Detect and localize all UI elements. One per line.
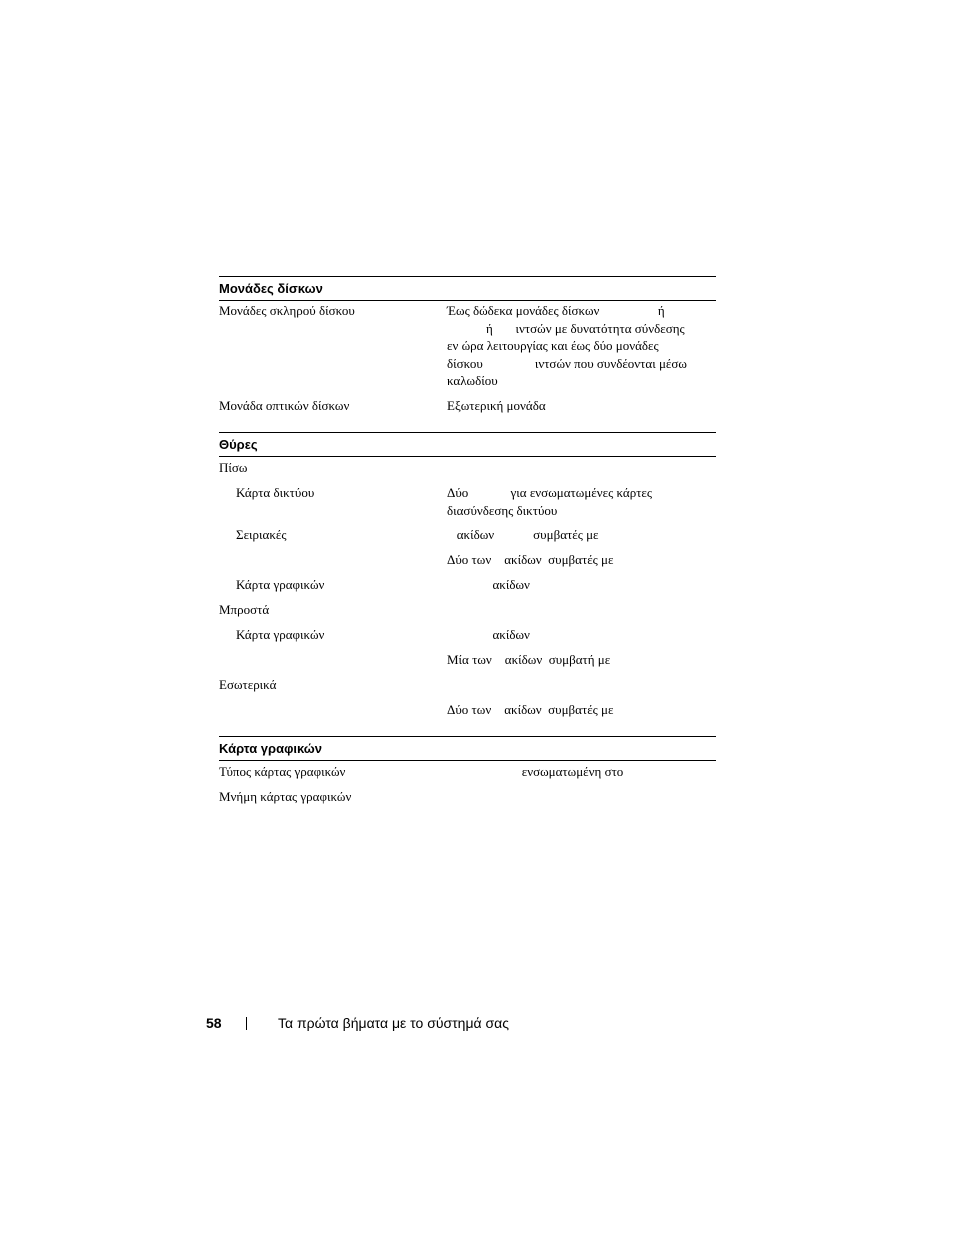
section-heading-drives: Μονάδες δίσκων xyxy=(219,276,716,301)
spec-label: Τύπος κάρτας γραφικών xyxy=(219,764,346,779)
spec-value xyxy=(447,484,715,519)
spec-label: Κάρτα γραφικών xyxy=(236,577,325,592)
spec-value-line: καλωδίου xyxy=(447,373,498,388)
spec-value-line: εν ώρα λειτουργίας και έως δύο μονάδες xyxy=(447,338,659,353)
spec-value xyxy=(447,551,715,569)
footer-title: Τα πρώτα βήματα με το σύστημά σας xyxy=(278,1015,509,1031)
spec-value-line: διασύνδεσης δικτύου xyxy=(447,502,558,518)
spec-label: Μπροστά xyxy=(219,602,270,617)
spec-value-line: Δύο των ακίδων συμβατές με xyxy=(447,702,614,717)
section-heading-video: Κάρτα γραφικών xyxy=(219,736,716,761)
spec-value xyxy=(447,651,715,669)
spec-value xyxy=(447,763,715,781)
spec-label: Σειριακές xyxy=(236,527,287,542)
spec-value-line: Έως δώδεκα μονάδες δίσκων ή xyxy=(447,303,665,318)
spec-value xyxy=(447,526,715,544)
spec-value xyxy=(447,576,715,594)
spec-value xyxy=(447,302,715,390)
footer-separator xyxy=(246,1017,247,1030)
spec-value-line: ενσωματωμένη στο xyxy=(447,764,624,779)
section-heading-ports: Θύρες xyxy=(219,432,716,457)
spec-label: Κάρτα δικτύου xyxy=(236,485,315,500)
spec-value-line: Δύο για ενσωματωμένες κάρτες xyxy=(447,485,653,500)
spec-value xyxy=(447,626,715,644)
spec-label: Μονάδα οπτικών δίσκων xyxy=(219,398,350,413)
spec-value-line: ακίδων xyxy=(447,577,530,592)
spec-value-line: ακίδων συμβατές με xyxy=(447,527,599,542)
spec-label: Εσωτερικά xyxy=(219,677,277,692)
spec-value-line: ή ιντσών με δυνατότητα σύνδεσης xyxy=(447,320,685,336)
spec-label: Μονάδες σκληρού δίσκου xyxy=(219,303,355,318)
spec-value xyxy=(447,397,715,415)
spec-value xyxy=(447,701,715,719)
spec-value-line: Μία των ακίδων συμβατή με xyxy=(447,652,611,667)
spec-value-line: ακίδων xyxy=(447,627,530,642)
spec-label: Μνήμη κάρτας γραφικών xyxy=(219,789,352,804)
spec-value-line: Εξωτερική μονάδα xyxy=(447,398,546,413)
spec-label: Κάρτα γραφικών xyxy=(236,627,325,642)
spec-label: Πίσω xyxy=(219,460,248,475)
page-number: 58 xyxy=(206,1015,222,1031)
spec-value-line: δίσκου ιντσών που συνδέονται μέσω xyxy=(447,355,687,371)
spec-value-line: Δύο των ακίδων συμβατές με xyxy=(447,552,614,567)
